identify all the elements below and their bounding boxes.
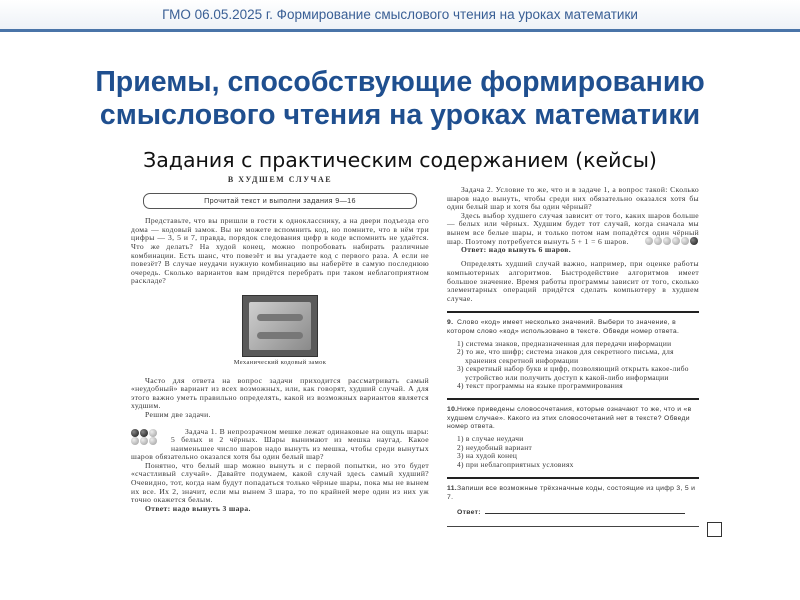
task-1-answer: Ответ: надо вынуть 3 шара.	[145, 503, 251, 513]
question-number: 11.	[447, 485, 457, 493]
task-1: Задача 1. В непрозрачном мешке лежат одинаковые на ощупь шары: 5 белых и 2 чёрных. Шары вынимают из мешка наугад. Какое наименьшее число шаров надо вынуть из мешка, чтобы среди вынутых шаров обязательно оказался хотя бы один белый шар?	[131, 426, 429, 462]
divider	[447, 311, 699, 313]
question-text: Ниже приведены словосочетания, которые означают то же, что и «в худшем случае». Какого из этих словосочетаний нет в тексте? Обведи номер ответа.	[447, 406, 692, 430]
answer-option[interactable]: 1) система знаков, предназначенная для передачи информации	[457, 338, 672, 348]
paragraph-two-tasks: Решим две задачи.	[145, 409, 211, 419]
question-11	[447, 485, 699, 527]
paragraph-worst-case: Часто для ответа на вопрос задачи приходится рассматривать самый «неудобный» вариант из всех возможных, или, как говорят, худший случай. А для этого важно уметь правильно определять, какой из возможных вариантов является худшим.	[131, 375, 429, 411]
task-2-solution: Здесь выбор худшего случая зависит от того, каких шаров больше — белых или чёрных. Худшим будет тот случай, когда сначала мы вынем все белые шары, и только потом нам попадётся один чёрный шар. Поэтому потребуется вынуть 5 + 1 = 6 шаров.	[447, 210, 699, 246]
answer-option[interactable]: 4) при неблагоприятных условиях	[457, 460, 574, 470]
intro-paragraph: Представьте, что вы пришли в гости к однокласснику, а на двери подъезда его дома — кодовый замок. Вы не можете вспомнить код, но помните, что в нём три цифры — 3, 5 и 7, правда, порядок следования цифр в коде вспомнить не удаётся. Что же делать? На худой конец, можно попробовать набирать различные комбинации. Есть шанс, что повезёт и вы угадаете код с первого раза. А если не повезёт? В случае неудачи нужную комбинацию вы наберёте в самую последнюю очередь. Сколько вариантов вам придётся перебрать при таком неблагоприятном раскладе?	[131, 216, 429, 286]
paragraph-algorithms: Определять худший случай важно, например, при оценке работы компьютерных алгоритмов. Быстродействие алгоритмов имеет большое значение. Время работы программы зависит от того, сколько элементарных операций придётся сделать компьютеру в худшем случае.	[447, 259, 699, 303]
divider	[447, 398, 699, 400]
header-text: ГМО 06.05.2025 г. Формирование смыслового чтения на уроках математики	[162, 7, 638, 22]
question-number: 10.	[447, 406, 458, 414]
answer-option[interactable]: 3) на худой конец	[457, 451, 518, 461]
answer-checkbox[interactable]	[707, 522, 722, 537]
answer-option[interactable]: 1) в случае неудачи	[457, 434, 524, 444]
question-number: 9.	[447, 319, 454, 327]
title-line-2: смыслового чтения на уроках математики	[99, 99, 701, 131]
answer-option[interactable]: 2) то же, что шифр; система знаков для секретного письма, для хранения секретной информации	[457, 347, 674, 365]
answer-option[interactable]: 3) секретный набор букв и цифр, позволяющий открыть какое-либо устройство или получить доступ к какой-либо информации	[457, 364, 689, 382]
instruction-box: Прочитай текст и выполни задания 9—16	[143, 193, 417, 210]
task-2: Задача 2. Условие то же, что и в задаче 1, а вопрос такой: Сколько шаров надо вынуть, чтобы среди них обязательно оказался хотя бы один белый шар и хотя бы один чёрный?	[447, 185, 699, 212]
balls-illustration-icon	[131, 429, 165, 446]
document-heading: В ХУДШЕМ СЛУЧАЕ	[227, 175, 333, 184]
answer-label: Ответ:	[457, 508, 481, 516]
answer-option[interactable]: 4) текст программы на языке программирования	[457, 381, 623, 391]
question-9	[447, 319, 699, 390]
task-1-solution: Понятно, что белый шар можно вынуть и с первой попытки, но это будет «счастливый случай». Давайте подумаем, какой случай здесь самый худший? Очевидно, тот, когда нам будут попадаться только чёрные шары, пока мы не вынем их все. Их 2, значит, если мы вынем 3 шара, то по крайней мере один из них уж точно окажется белым.	[131, 460, 429, 505]
document-right-column	[447, 186, 699, 527]
task-2-answer: Ответ: надо вынуть 6 шаров.	[461, 244, 572, 254]
slide-subtitle: Задания с практическим содержанием (кейсы)	[143, 148, 657, 172]
answer-option[interactable]: 2) неудобный вариант	[457, 442, 533, 452]
divider	[447, 477, 699, 479]
image-caption: Механический кодовый замок	[233, 358, 327, 366]
question-text: Слово «код» имеет несколько значений. Выбери то значение, в котором слово «код» использовано в тексте. Обведи номер ответа.	[447, 319, 680, 335]
answer-field[interactable]	[485, 513, 685, 514]
title-line-1: Приемы, способствующие формированию	[95, 66, 705, 98]
document-left-column	[131, 176, 429, 513]
question-10	[447, 406, 699, 469]
question-text: Запиши все возможные трёхзначные коды, состоящие из цифр 3, 5 и 7.	[447, 485, 696, 501]
divider	[447, 526, 699, 527]
code-lock-image	[242, 295, 318, 357]
slide-title	[0, 66, 800, 132]
slide-header	[0, 0, 800, 32]
